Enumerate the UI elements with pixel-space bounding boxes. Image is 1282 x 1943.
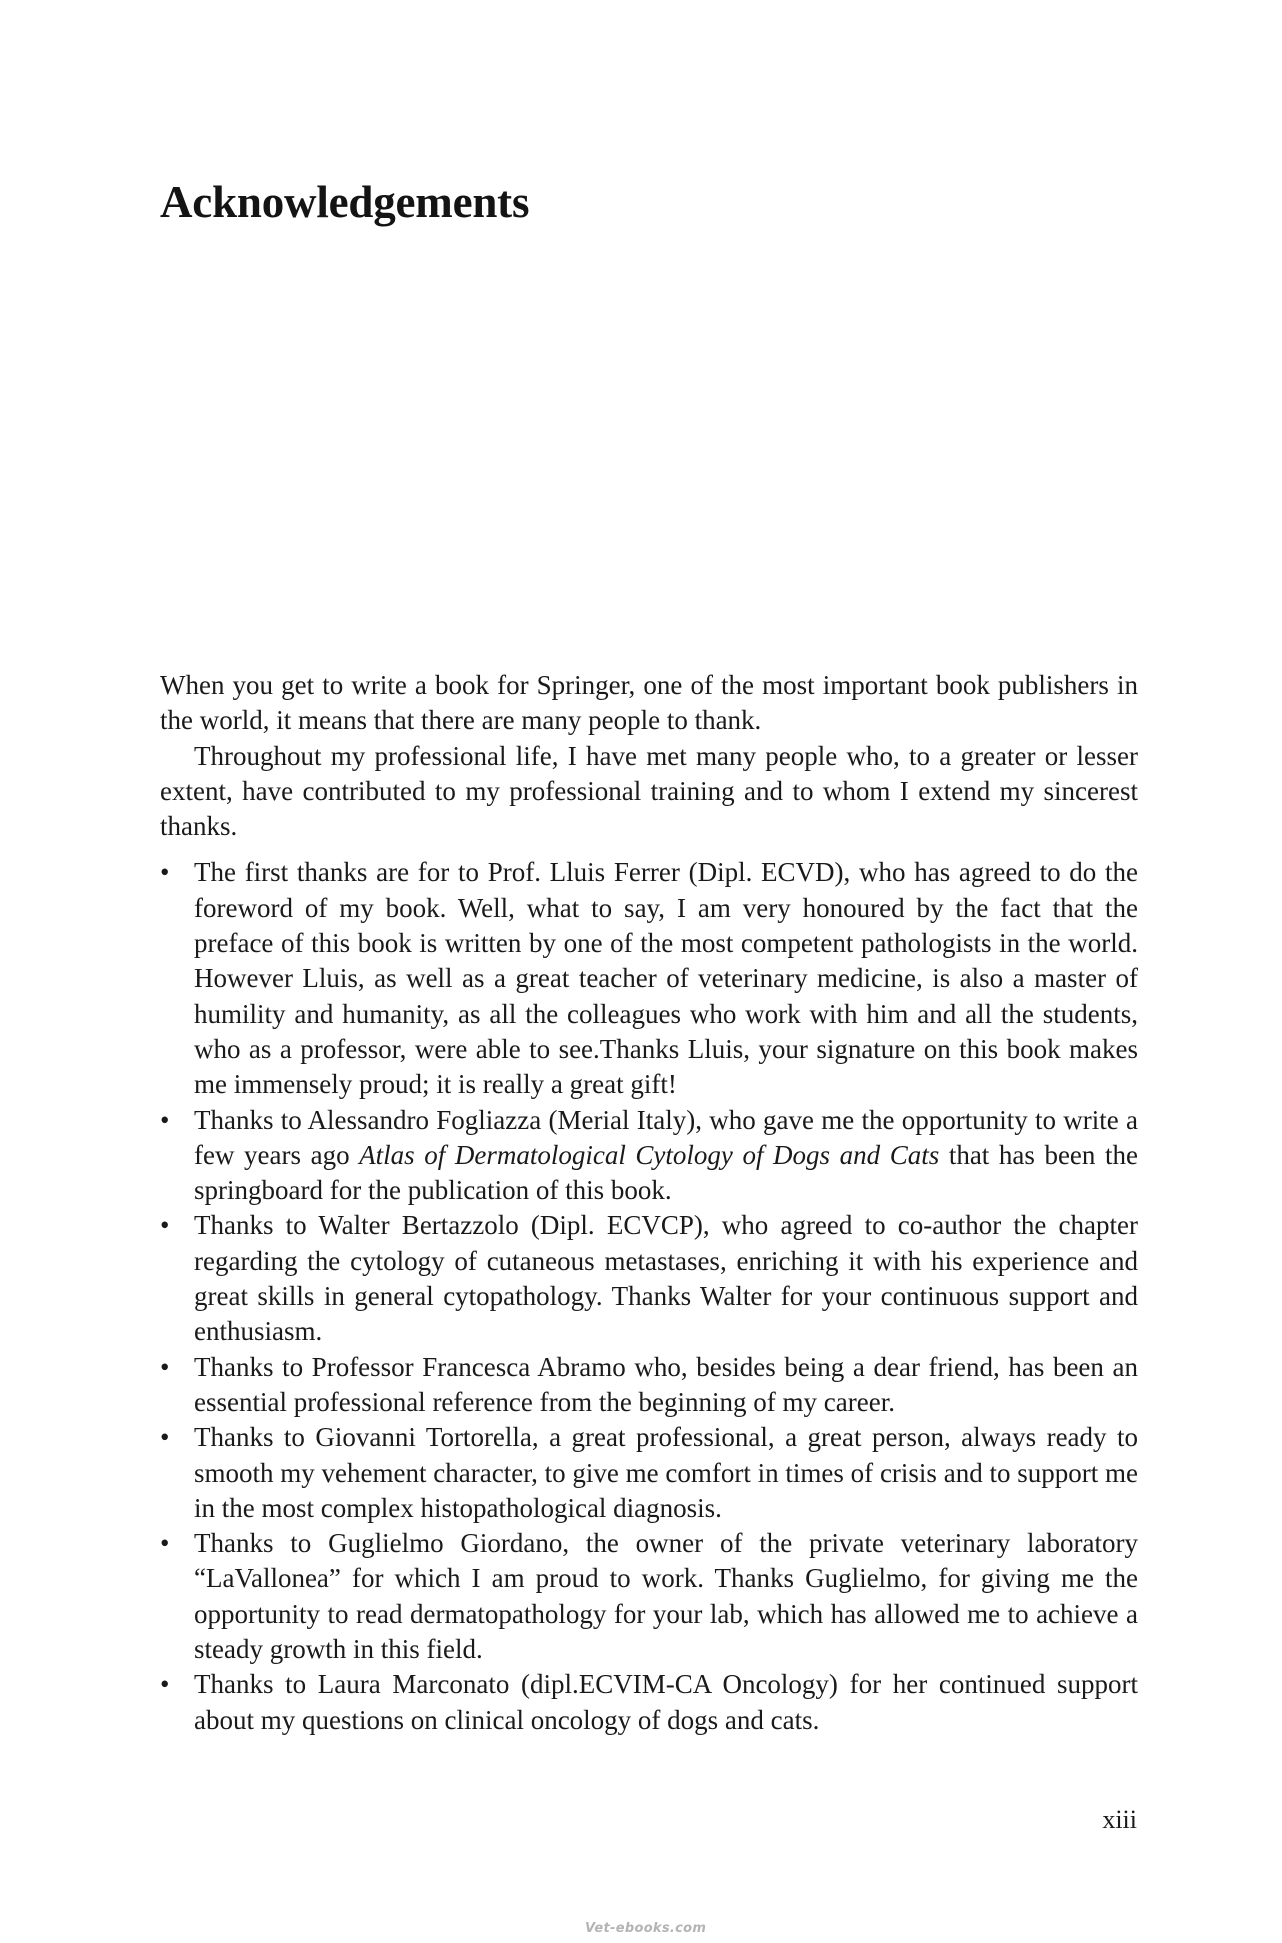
chapter-title: Acknowledgements [160,177,530,227]
acknowledgement-list [160,855,1138,1737]
bullet-icon: • [160,1422,170,1453]
bullet-icon: • [160,1528,170,1559]
bullet-icon: • [160,1210,170,1241]
page-number: xiii [1102,1805,1137,1834]
list-item-text: Thanks to Professor Francesca Abramo who, besides being a dear friend, has been an essential professional reference from the beginning of my career. [194,1351,1138,1417]
list-item [160,1103,1138,1209]
bullet-icon: • [160,1351,170,1382]
list-item [160,855,1138,1102]
list-item [160,1420,1138,1526]
bullet-icon: • [160,1669,170,1700]
bullet-icon: • [160,1104,170,1135]
list-item [160,1350,1138,1421]
list-item-text: Thanks to Guglielmo Giordano, the owner of the private veterinary laboratory “LaVallonea” for which I am proud to work. Thanks Guglielmo, for giving me the opportunity to read dermatopathology for your lab, which has allowed me to achieve a steady growth in this field. [194,1528,1138,1665]
list-item [160,1208,1138,1349]
list-item-text: Thanks to Giovanni Tortorella, a great professional, a great person, always ready to smooth my vehement character, to give me comfort in times of crisis and to support me in the most complex histopathological diagnosis. [194,1422,1138,1523]
bullet-icon: • [160,857,170,888]
list-item-text: that has been the springboard for the publication of this book. [194,1139,1138,1206]
watermark-logo: Vet-ebooks.com [585,1921,707,1936]
list-item-text: Thanks to Walter Bertazzolo (Dipl. ECVCP), who agreed to co-author the chapter regarding the cytology of cutaneous metastases, enriching it with his experience and great skills in general cytopathology. Thanks Walter for your continuous support and enthusiasm. [194,1210,1138,1347]
list-item-text: Thanks to Laura Marconato (dipl.ECVIM-CA Oncology) for her continued support about my questions on clinical oncology of dogs and cats. [194,1669,1138,1735]
intro-paragraph-1: When you get to write a book for Springer, one of the most important book publishers in the world, it means that there are many people to thank. [160,670,1138,736]
list-item-text: Thanks to Alessandro Fogliazza (Merial Italy), who gave me the opportunity to write a few years ago [194,1104,1138,1170]
list-item [160,1667,1138,1738]
body-text [160,668,1138,1738]
list-item-text: The first thanks are for to Prof. Lluis Ferrer (Dipl. ECVD), who has agreed to do the foreword of my book. Well, what to say, I am very honoured by the fact that the preface of this book is written by one of the most competent pathologists in the world. However Lluis, as well as a great teacher of veterinary medicine, is also a master of humility and humanity, as all the colleagues who work with him and all the students, who as a professor, were able to see.Thanks Lluis, your signature on this book makes me immensely proud; it is really a great gift! [194,857,1138,1100]
list-item [160,1526,1138,1667]
book-title-italic: Atlas of Dermatological Cytology of Dogs and Cats [359,1139,940,1170]
intro-paragraph-2: Throughout my professional life, I have met many people who, to a greater or lesser extent, have contributed to my professional training and to whom I extend my sincerest thanks. [160,740,1138,842]
